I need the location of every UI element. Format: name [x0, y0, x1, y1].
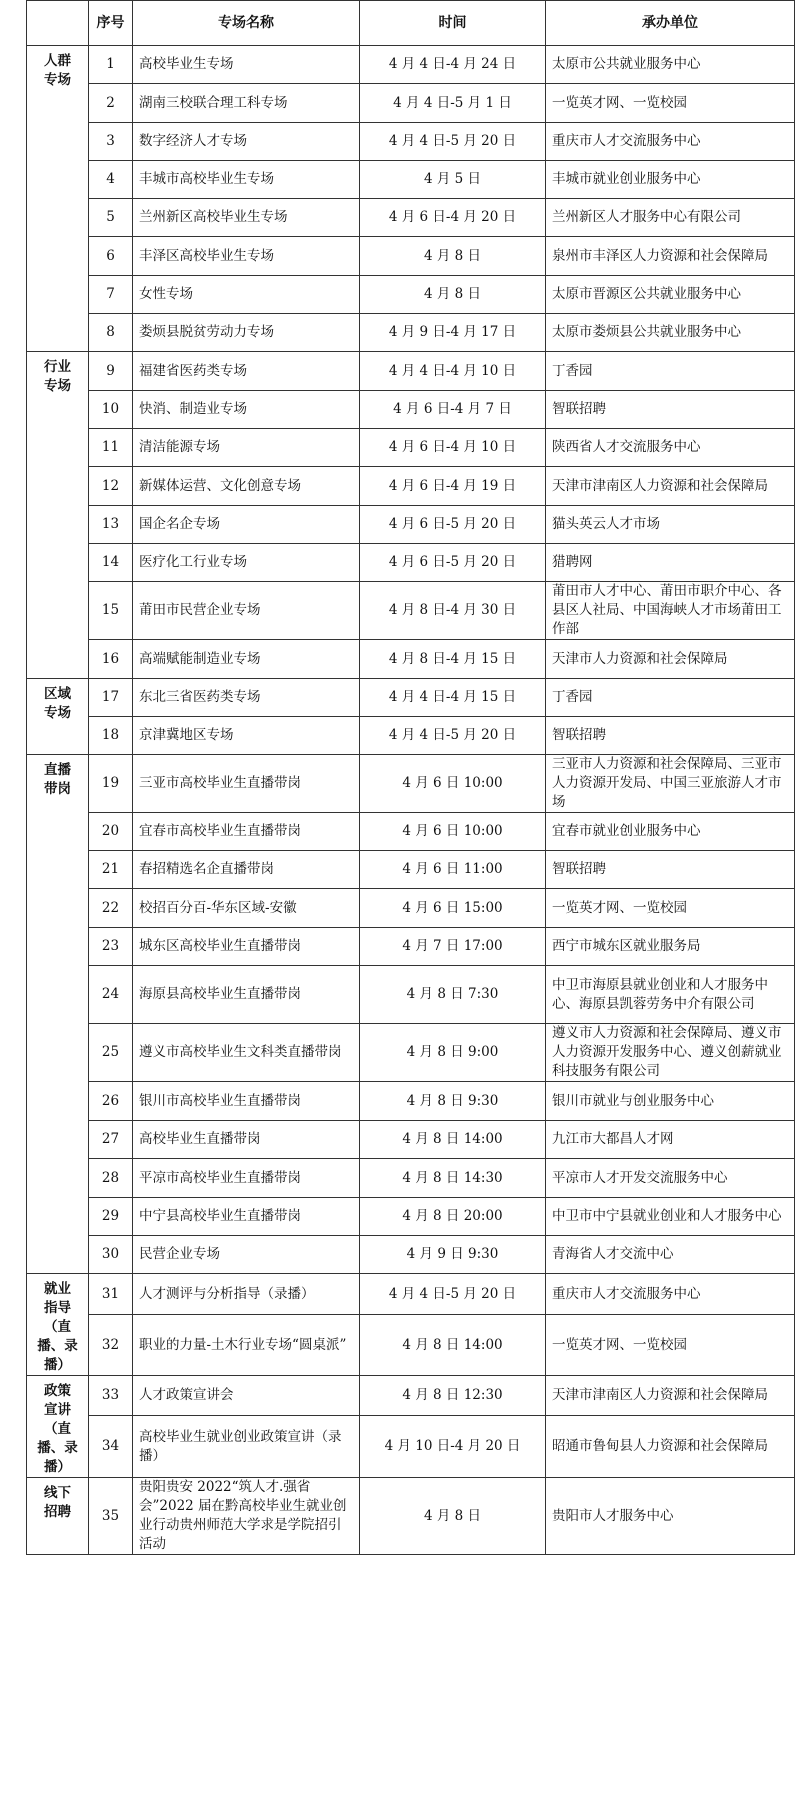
organizer-cell: 中卫市中宁县就业创业和人才服务中心	[546, 1198, 795, 1236]
time-cell: 4 月 6 日 15:00	[360, 889, 546, 928]
table-row	[27, 314, 795, 352]
time-cell: 4 月 8 日 7:30	[360, 966, 546, 1024]
time-cell: 4 月 6 日-5 月 20 日	[360, 544, 546, 582]
time-cell: 4 月 4 日-5 月 20 日	[360, 1274, 546, 1315]
table-row	[27, 1082, 795, 1121]
table-row	[27, 161, 795, 199]
organizer-cell: 智联招聘	[546, 717, 795, 755]
time-cell: 4 月 8 日 9:30	[360, 1082, 546, 1121]
time-cell: 4 月 4 日-4 月 10 日	[360, 352, 546, 391]
name-cell: 高校毕业生就业创业政策宣讲（录播）	[133, 1416, 360, 1478]
organizer-cell: 兰州新区人才服务中心有限公司	[546, 199, 795, 237]
number-cell: 5	[89, 199, 133, 237]
time-cell: 4 月 7 日 17:00	[360, 928, 546, 966]
time-cell: 4 月 6 日 10:00	[360, 755, 546, 813]
category-cell: 线下 招聘	[27, 1478, 89, 1555]
name-cell: 平凉市高校毕业生直播带岗	[133, 1159, 360, 1198]
table-row	[27, 46, 795, 84]
table-row	[27, 1236, 795, 1274]
name-cell: 数字经济人才专场	[133, 123, 360, 161]
number-cell: 11	[89, 429, 133, 467]
organizer-cell: 遵义市人力资源和社会保障局、遵义市人力资源开发服务中心、遵义创薪就业科技服务有限公司	[546, 1024, 795, 1082]
organizer-cell: 天津市津南区人力资源和社会保障局	[546, 1376, 795, 1416]
time-cell: 4 月 6 日-4 月 7 日	[360, 391, 546, 429]
number-cell: 28	[89, 1159, 133, 1198]
organizer-cell: 重庆市人才交流服务中心	[546, 1274, 795, 1315]
number-cell: 7	[89, 276, 133, 314]
number-cell: 14	[89, 544, 133, 582]
time-cell: 4 月 8 日	[360, 276, 546, 314]
name-cell: 清洁能源专场	[133, 429, 360, 467]
organizer-cell: 重庆市人才交流服务中心	[546, 123, 795, 161]
number-cell: 2	[89, 84, 133, 123]
category-cell: 直播 带岗	[27, 755, 89, 1274]
table-row	[27, 84, 795, 123]
organizer-cell: 天津市津南区人力资源和社会保障局	[546, 467, 795, 506]
table-row	[27, 199, 795, 237]
number-cell: 10	[89, 391, 133, 429]
organizer-cell: 宜春市就业创业服务中心	[546, 813, 795, 851]
time-cell: 4 月 6 日-5 月 20 日	[360, 506, 546, 544]
time-cell: 4 月 4 日-5 月 20 日	[360, 123, 546, 161]
time-cell: 4 月 8 日-4 月 15 日	[360, 640, 546, 679]
name-cell: 中宁县高校毕业生直播带岗	[133, 1198, 360, 1236]
organizer-cell: 西宁市城东区就业服务局	[546, 928, 795, 966]
name-cell: 莆田市民营企业专场	[133, 582, 360, 640]
number-cell: 4	[89, 161, 133, 199]
number-cell: 35	[89, 1478, 133, 1555]
name-cell: 女性专场	[133, 276, 360, 314]
table-row	[27, 1198, 795, 1236]
name-cell: 春招精选名企直播带岗	[133, 851, 360, 889]
name-cell: 三亚市高校毕业生直播带岗	[133, 755, 360, 813]
table-row	[27, 640, 795, 679]
category-cell: 人群 专场	[27, 46, 89, 352]
table-row	[27, 276, 795, 314]
name-cell: 宜春市高校毕业生直播带岗	[133, 813, 360, 851]
number-cell: 6	[89, 237, 133, 276]
number-cell: 19	[89, 755, 133, 813]
time-cell: 4 月 6 日-4 月 20 日	[360, 199, 546, 237]
time-cell: 4 月 5 日	[360, 161, 546, 199]
organizer-cell: 一览英才网、一览校园	[546, 889, 795, 928]
category-cell: 政策 宣讲 （直 播、录 播）	[27, 1376, 89, 1478]
name-cell: 湖南三校联合理工科专场	[133, 84, 360, 123]
organizer-cell: 丰城市就业创业服务中心	[546, 161, 795, 199]
name-cell: 丰城市高校毕业生专场	[133, 161, 360, 199]
number-cell: 30	[89, 1236, 133, 1274]
organizer-cell: 丁香园	[546, 352, 795, 391]
table-row	[27, 352, 795, 391]
name-cell: 职业的力量-土木行业专场“圆桌派”	[133, 1315, 360, 1376]
organizer-cell: 猎聘网	[546, 544, 795, 582]
name-cell: 银川市高校毕业生直播带岗	[133, 1082, 360, 1121]
organizer-cell: 中卫市海原县就业创业和人才服务中心、海原县凯蓉劳务中介有限公司	[546, 966, 795, 1024]
name-cell: 民营企业专场	[133, 1236, 360, 1274]
name-cell: 快消、制造业专场	[133, 391, 360, 429]
time-cell: 4 月 6 日 11:00	[360, 851, 546, 889]
organizer-cell: 青海省人才交流中心	[546, 1236, 795, 1274]
name-cell: 兰州新区高校毕业生专场	[133, 199, 360, 237]
name-cell: 福建省医药类专场	[133, 352, 360, 391]
number-cell: 26	[89, 1082, 133, 1121]
name-cell: 丰泽区高校毕业生专场	[133, 237, 360, 276]
table-row	[27, 813, 795, 851]
organizer-cell: 一览英才网、一览校园	[546, 84, 795, 123]
time-cell: 4 月 8 日	[360, 1478, 546, 1555]
number-cell: 15	[89, 582, 133, 640]
time-cell: 4 月 6 日-4 月 10 日	[360, 429, 546, 467]
organizer-cell: 贵阳市人才服务中心	[546, 1478, 795, 1555]
table-row	[27, 1315, 795, 1376]
number-cell: 24	[89, 966, 133, 1024]
name-cell: 人才政策宣讲会	[133, 1376, 360, 1416]
number-cell: 27	[89, 1121, 133, 1159]
time-cell: 4 月 4 日-4 月 15 日	[360, 679, 546, 717]
time-cell: 4 月 8 日-4 月 30 日	[360, 582, 546, 640]
number-cell: 13	[89, 506, 133, 544]
time-cell: 4 月 4 日-5 月 1 日	[360, 84, 546, 123]
table-row	[27, 582, 795, 640]
number-cell: 25	[89, 1024, 133, 1082]
number-cell: 23	[89, 928, 133, 966]
job-fair-table	[26, 0, 795, 1555]
time-cell: 4 月 9 日-4 月 17 日	[360, 314, 546, 352]
table-row	[27, 966, 795, 1024]
time-cell: 4 月 4 日-4 月 24 日	[360, 46, 546, 84]
time-cell: 4 月 8 日 14:30	[360, 1159, 546, 1198]
name-cell: 高端赋能制造业专场	[133, 640, 360, 679]
name-cell: 东北三省医药类专场	[133, 679, 360, 717]
table-row	[27, 1416, 795, 1478]
header-row	[27, 1, 795, 46]
organizer-cell: 九江市大都昌人才网	[546, 1121, 795, 1159]
name-cell: 人才测评与分析指导（录播）	[133, 1274, 360, 1315]
organizer-cell: 陕西省人才交流服务中心	[546, 429, 795, 467]
table-row	[27, 544, 795, 582]
time-cell: 4 月 8 日 12:30	[360, 1376, 546, 1416]
name-cell: 新媒体运营、文化创意专场	[133, 467, 360, 506]
table-body	[27, 46, 795, 1555]
number-cell: 33	[89, 1376, 133, 1416]
table-row	[27, 928, 795, 966]
category-cell: 行业 专场	[27, 352, 89, 679]
table-row	[27, 1024, 795, 1082]
name-cell: 国企名企专场	[133, 506, 360, 544]
header-category	[27, 1, 89, 46]
number-cell: 1	[89, 46, 133, 84]
time-cell: 4 月 6 日 10:00	[360, 813, 546, 851]
organizer-cell: 智联招聘	[546, 851, 795, 889]
number-cell: 31	[89, 1274, 133, 1315]
number-cell: 32	[89, 1315, 133, 1376]
time-cell: 4 月 4 日-5 月 20 日	[360, 717, 546, 755]
name-cell: 京津冀地区专场	[133, 717, 360, 755]
name-cell: 校招百分百-华东区域-安徽	[133, 889, 360, 928]
time-cell: 4 月 8 日 14:00	[360, 1315, 546, 1376]
organizer-cell: 太原市晋源区公共就业服务中心	[546, 276, 795, 314]
time-cell: 4 月 8 日 20:00	[360, 1198, 546, 1236]
organizer-cell: 泉州市丰泽区人力资源和社会保障局	[546, 237, 795, 276]
number-cell: 9	[89, 352, 133, 391]
name-cell: 城东区高校毕业生直播带岗	[133, 928, 360, 966]
number-cell: 12	[89, 467, 133, 506]
name-cell: 贵阳贵安 2022“筑人才.强省会”2022 届在黔高校毕业生就业创业行动贵州师范大学求是学院招引活动	[133, 1478, 360, 1555]
number-cell: 21	[89, 851, 133, 889]
name-cell: 高校毕业生直播带岗	[133, 1121, 360, 1159]
name-cell: 娄烦县脱贫劳动力专场	[133, 314, 360, 352]
table-row	[27, 717, 795, 755]
name-cell: 遵义市高校毕业生文科类直播带岗	[133, 1024, 360, 1082]
number-cell: 16	[89, 640, 133, 679]
number-cell: 17	[89, 679, 133, 717]
organizer-cell: 太原市娄烦县公共就业服务中心	[546, 314, 795, 352]
organizer-cell: 丁香园	[546, 679, 795, 717]
table-row	[27, 889, 795, 928]
table-row	[27, 1121, 795, 1159]
time-cell: 4 月 8 日	[360, 237, 546, 276]
header-number: 序号	[89, 1, 133, 46]
header-organizer: 承办单位	[546, 1, 795, 46]
time-cell: 4 月 10 日-4 月 20 日	[360, 1416, 546, 1478]
organizer-cell: 平凉市人才开发交流服务中心	[546, 1159, 795, 1198]
table-row	[27, 755, 795, 813]
table-row	[27, 1159, 795, 1198]
table-row	[27, 1478, 795, 1555]
number-cell: 22	[89, 889, 133, 928]
number-cell: 29	[89, 1198, 133, 1236]
time-cell: 4 月 6 日-4 月 19 日	[360, 467, 546, 506]
header-time: 时间	[360, 1, 546, 46]
organizer-cell: 猫头英云人才市场	[546, 506, 795, 544]
organizer-cell: 一览英才网、一览校园	[546, 1315, 795, 1376]
name-cell: 海原县高校毕业生直播带岗	[133, 966, 360, 1024]
organizer-cell: 莆田市人才中心、莆田市职介中心、各县区人社局、中国海峡人才市场莆田工作部	[546, 582, 795, 640]
table-row	[27, 679, 795, 717]
table-row	[27, 467, 795, 506]
table-row	[27, 237, 795, 276]
table-row	[27, 851, 795, 889]
table-row	[27, 506, 795, 544]
time-cell: 4 月 8 日 14:00	[360, 1121, 546, 1159]
organizer-cell: 银川市就业与创业服务中心	[546, 1082, 795, 1121]
organizer-cell: 昭通市鲁甸县人力资源和社会保障局	[546, 1416, 795, 1478]
header-name: 专场名称	[133, 1, 360, 46]
table-row	[27, 391, 795, 429]
table-row	[27, 123, 795, 161]
number-cell: 20	[89, 813, 133, 851]
organizer-cell: 天津市人力资源和社会保障局	[546, 640, 795, 679]
table-row	[27, 429, 795, 467]
time-cell: 4 月 8 日 9:00	[360, 1024, 546, 1082]
table-row	[27, 1274, 795, 1315]
category-cell: 区域 专场	[27, 679, 89, 755]
name-cell: 高校毕业生专场	[133, 46, 360, 84]
number-cell: 34	[89, 1416, 133, 1478]
time-cell: 4 月 9 日 9:30	[360, 1236, 546, 1274]
table-row	[27, 1376, 795, 1416]
organizer-cell: 太原市公共就业服务中心	[546, 46, 795, 84]
category-cell: 就业 指导 （直 播、录 播）	[27, 1274, 89, 1376]
organizer-cell: 三亚市人力资源和社会保障局、三亚市人力资源开发局、中国三亚旅游人才市场	[546, 755, 795, 813]
number-cell: 18	[89, 717, 133, 755]
number-cell: 3	[89, 123, 133, 161]
organizer-cell: 智联招聘	[546, 391, 795, 429]
number-cell: 8	[89, 314, 133, 352]
name-cell: 医疗化工行业专场	[133, 544, 360, 582]
